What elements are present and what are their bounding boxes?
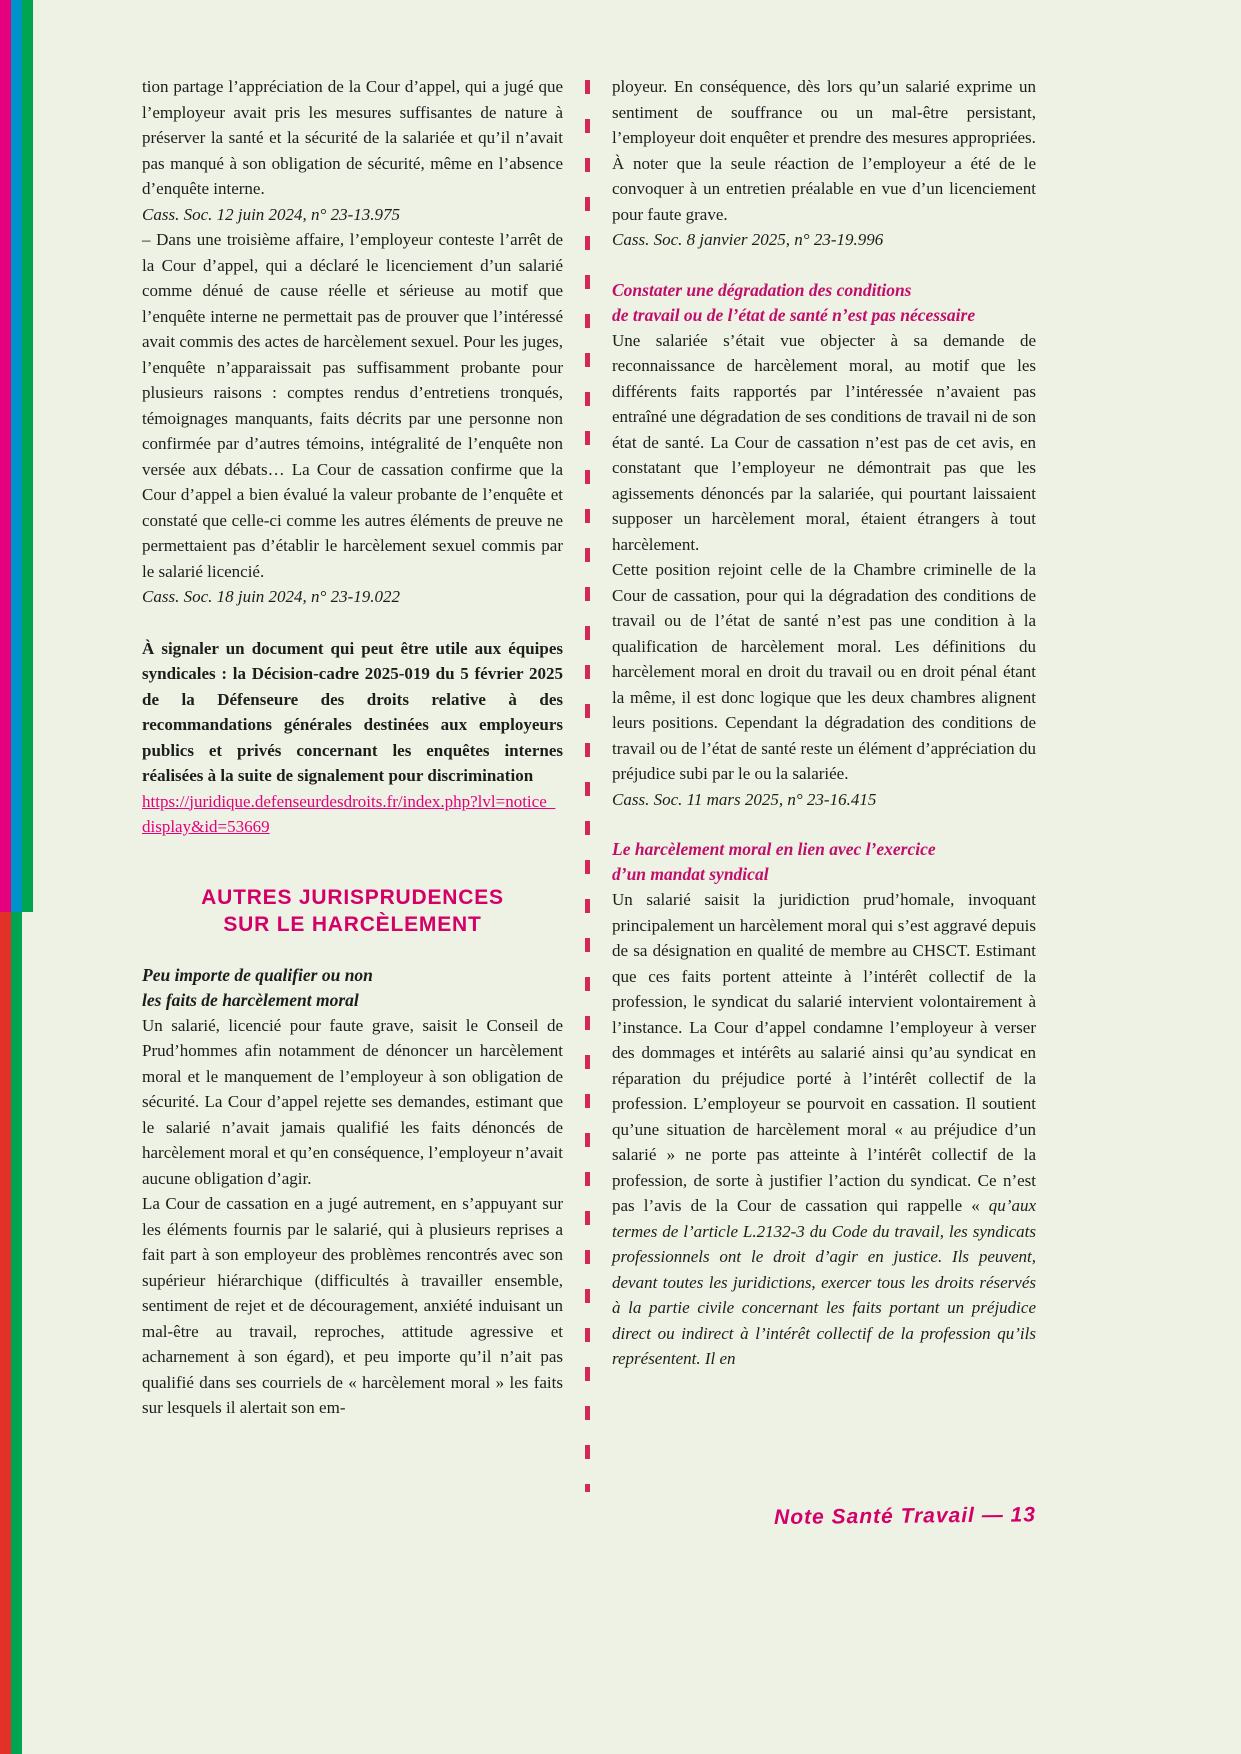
defenseur-des-droits-link[interactable]: https://juridique.defenseurdesdroits.fr/index.php?lvl=notice_display&id=53669 [142, 791, 556, 836]
section-heading-line2: SUR LE HARCÈLEMENT [223, 912, 482, 936]
stripe-blue-green [11, 0, 22, 1754]
left-column [142, 74, 563, 1421]
subheading-line1: Constater une dégradation des conditions [612, 279, 912, 300]
case-citation: Cass. Soc. 18 juin 2024, n° 23-19.022 [142, 587, 401, 606]
highlighted-note: À signaler un document qui peut être utile aux équipes syndicales : la Décision-cadre 2025-019 du 5 février 2025 de la Défenseure des droits relative à des recommandations générales destinées aux employeurs publics et privés concernant les enquêtes internes réalisées à la suite de signalement pour discrimination [142, 638, 563, 785]
dashed-column-divider [585, 80, 590, 1492]
subheading-line2: d’un mandat syndical [612, 864, 769, 884]
paragraph-normal-part: Un salarié saisit la juridiction prud’homale, invoquant principalement un harcèlement moral qui s’est aggravé depuis de sa désignation en qualité de membre au CHSCT. Estimant que ces faits portent atteinte à l’intérêt collectif de la profession, le syndicat du salarié intervient volontairement à l’instance. La Cour d’appel condamne l’employeur à verser des dommages et intérêts au salarié ainsi qu’au syndicat en réparation du préjudice porté à l’intérêt collectif de la profession. L’employeur se pourvoit en cassation. Il soutient qu’une situation de harcèlement moral « au préjudice d’un salarié » ne porte pas atteinte à l’intérêt collectif de la profession, de sorte à justifier l’action du syndicat. Ce n’est pas l’avis de la Cour de cassation qui rappelle « [612, 890, 1036, 1215]
subheading-line2: de travail ou de l’état de santé n’est pas nécessaire [612, 304, 976, 325]
case-citation: Cass. Soc. 8 janvier 2025, n° 23-19.996 [612, 230, 884, 249]
two-column-layout [142, 74, 1036, 1492]
paragraph-continuation: tion partage l’appréciation de la Cour d’appel, qui a jugé que l’employeur avait pris les mesures suffisantes de nature à préserver la santé et la sécurité de la salariée et qu’il n’avait pas manqué à son obligation de sécurité, même en l’absence d’enquête interne. [142, 77, 563, 198]
subheading-line2: les faits de harcèlement moral [142, 989, 359, 1010]
subheading-line1: Peu importe de qualifier ou non [142, 964, 373, 985]
paragraph: – Dans une troisième affaire, l’employeur conteste l’arrêt de la Cour d’appel, qui a déclaré le licenciement d’un salarié comme dénué de cause réelle et sérieuse au motif que l’enquête interne ne permettait pas de prouver que l’intéressé avait commis des actes de harcèlement sexuel. Pour les juges, l’enquête n’apparaissait pas suffisamment probante pour plusieurs raisons : comptes rendus d’entretiens tronqués, témoignages manquants, faits décrits par une personne non confirmée par d’autres témoins, intégralité de l’enquête non versée aux débats… La Cour de cassation confirme que la Cour d’appel a bien évalué la valeur probante de l’enquête et constaté que celle-ci comme les autres éléments de preuve ne permettaient pas d’établir le harcèlement sexuel commis par le salarié licencié. [142, 230, 563, 581]
subheading-degradation [612, 278, 1036, 328]
subheading-qualification [142, 963, 563, 1013]
section-heading-line1: AUTRES JURISPRUDENCES [201, 885, 504, 909]
subheading-line1: Le harcèlement moral en lien avec l’exercice [612, 839, 936, 859]
case-citation: Cass. Soc. 12 juin 2024, n° 23-13.975 [142, 204, 401, 224]
page-footer [142, 1503, 1036, 1536]
case-citation: Cass. Soc. 11 mars 2025, n° 23-16.415 [612, 789, 877, 809]
paragraph-quote-italic-part: qu’aux termes de l’article L.2132-3 du Code du travail, les syndicats professionnels ont le droit d’agir en justice. Ils peuvent, devant toutes les juridictions, exercer tous les droits réservés à la partie civile concernant les faits portant un préjudice direct ou indirect à l’intérêt collectif de la profession qu’ils représentent. Il en [612, 1196, 1036, 1368]
paragraph: À noter que la seule réaction de l’employeur a été de le convoquer à un entretien préalable en vue d’un licenciement pour faute grave. [612, 153, 1036, 224]
paragraph-mixed [612, 887, 1036, 1372]
paragraph-continuation: ployeur. En conséquence, dès lors qu’un salarié exprime un sentiment de souffrance ou un mal-être persistant, l’employeur doit enquêter et prendre des mesures appropriées. [612, 77, 1036, 147]
right-column [612, 74, 1036, 1372]
paragraph: Une salariée s’était vue objecter à sa demande de reconnaissance de harcèlement moral, au motif que les différents faits rapportés par l’intéressée n’avaient pas entraîné une dégradation de ses conditions de travail ni de son état de santé. La Cour de cassation n’est pas de cet avis, en constatant que l’employeur ne démontrait pas que les agissements dénoncés par la salariée, qui pourtant laissaient supposer un harcèlement moral, étaient étrangers à tout harcèlement. [612, 330, 1036, 554]
paragraph: La Cour de cassation en a jugé autrement, en s’appuyant sur les éléments fournis par le salarié, qui à plusieurs reprises a fait part à son employeur des problèmes rencontrés avec son supérieur hiérarchique (difficultés à travailler ensemble, sentiment de rejet et de découragement, anxiété induisant un mal-être au travail, reproches, attitude agressive et acharnement à son égard), et peu importe qu’il n’ait pas qualifié dans ses courriels de « harcèlement moral » les faits sur lesquels il alertait son em- [142, 1194, 563, 1417]
section-heading [142, 884, 563, 938]
stripe-magenta-red [0, 0, 11, 1754]
left-color-stripes [0, 0, 33, 1754]
stripe-green [22, 0, 33, 1754]
paragraph: Cette position rejoint celle de la Chambre criminelle de la Cour de cassation, pour qui la dégradation des conditions de travail ou de l’état de santé n’est pas une condition à la qualification de harcèlement moral. Les définitions du harcèlement moral en droit du travail ou en droit pénal étant la même, il est donc logique que les deux chambres alignent leurs positions. Cependant la dégradation des conditions de travail ou de l’état de santé reste un élément d’appréciation du préjudice subi par le ou la salariée. [612, 560, 1036, 783]
subheading-mandat-syndical [612, 837, 1036, 887]
paragraph: Un salarié, licencié pour faute grave, saisit le Conseil de Prud’hommes afin notamment de dénoncer un harcèlement moral et le manquement de l’employeur à son obligation de sécurité. La Cour d’appel rejette ses demandes, estimant que le salarié n’avait jamais qualifié les faits dénoncés de harcèlement moral et qu’en conséquence, l’employeur n’avait aucune obligation d’agir. [142, 1015, 563, 1188]
footer-text: Note Santé Travail — 13 [773, 1503, 1037, 1530]
